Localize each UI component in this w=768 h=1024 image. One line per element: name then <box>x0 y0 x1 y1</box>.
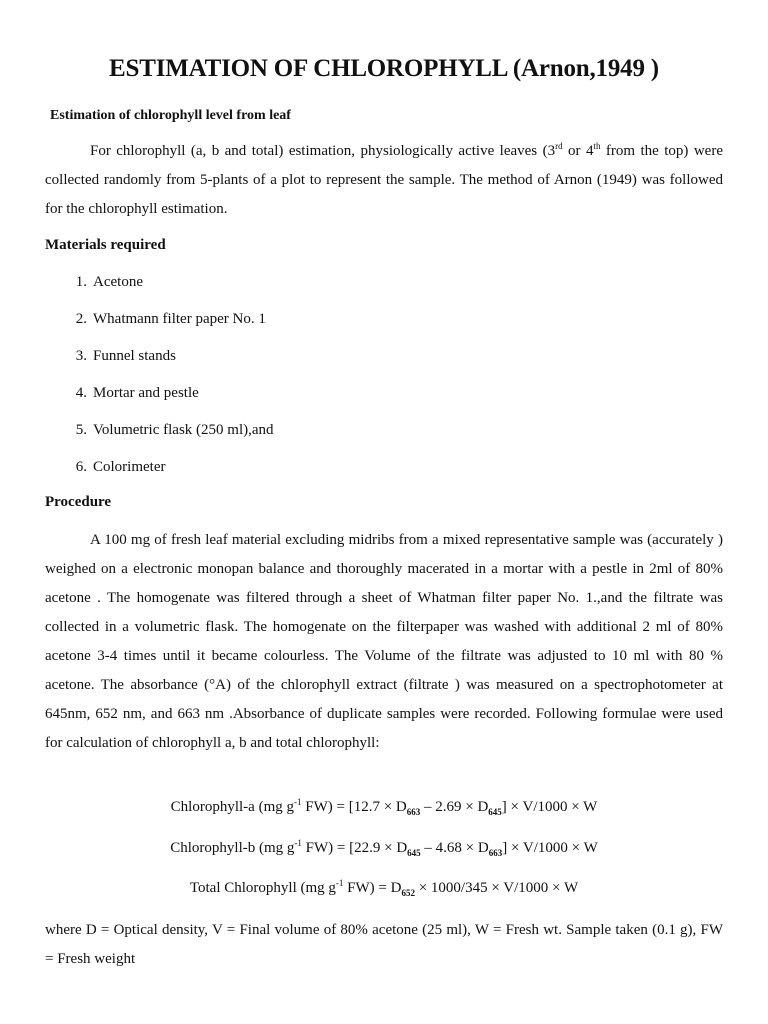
materials-list <box>45 270 274 492</box>
intro-text-2: or 4 <box>562 143 594 159</box>
formula-chlorophyll-b: Chlorophyll-b (mg $g^{-1}$ $FW) = [22.9 \times D_{645} - 4.68 \times D_{663}] \times V/1000 \times W$ <box>170 838 598 858</box>
intro-paragraph <box>45 137 723 224</box>
procedure-paragraph <box>45 526 723 758</box>
formula-chlorophyll-a: Chlorophyll-a (mg $g^{-1}$ $FW) = [12.7 \times D_{663} - 2.69 \times D_{645}] \times V/1000 \times W$ <box>170 797 598 817</box>
list-item: 1. Acetone <box>75 274 143 290</box>
intro-text-1: For chlorophyll (a, b and total) estimation, physiologically active leaves (3 <box>90 143 556 159</box>
footnote-paragraph: where D = Optical density, V = Final volume of 80% acetone (25 ml), W = Fresh wt. Sample taken (0.1 g), FW = Fresh weight <box>45 922 723 967</box>
intro-sup-2: th <box>593 141 601 151</box>
list-item: 2. Whatmann filter paper No. 1 <box>75 311 266 327</box>
document-title: ESTIMATION OF CHLOROPHYLL (Arnon,1949 ) <box>109 55 659 82</box>
list-item: 6. Colorimeter <box>75 459 166 475</box>
subheading: Estimation of chlorophyll level from leaf <box>50 108 291 123</box>
intro-sup-1: rd <box>555 141 563 151</box>
list-item: 5. Volumetric flask (250 ml),and <box>75 422 274 438</box>
procedure-text: A 100 mg of fresh leaf material excluding midribs from a mixed representative sample was (accurately ) weighed on a electronic monopan balance and thoroughly macerated in a mortar with a pestle in 2ml of 80% acetone . The homogenate was filtered through a sheet of Whatman filter paper No. 1.,and the filtrate was collected in a volumetric flask. The homogenate on the filterpaper was washed with additional 2 ml of 80% acetone 3-4 times until it became colourless. The Volume of the filtrate was adjusted to 10 ml with 80 % acetone. The absorbance (°A) of the chlorophyll extract (filtrate ) was measured on a spectrophotometer at 645nm, 652 nm, and 663 nm .Absorbance of duplicate samples were recorded. Following formulae were used for calculation of chlorophyll a, b and total chlorophyll: <box>45 532 723 751</box>
procedure-heading: Procedure <box>45 494 112 510</box>
list-item: 3. Funnel stands <box>75 348 176 364</box>
list-item: 4. Mortar and pestle <box>75 385 199 401</box>
intro-text-3: from the top) were collected randomly from 5-plants of a plot to represent the sample. The method of Arnon (1949) was followed for the chlorophyll estimation. <box>45 143 723 217</box>
formula-total-chlorophyll: Total Chlorophyll (mg $g^{-1}$ $FW) = D_{652} \times 1000/345 \times V/1000 \times W$ <box>189 878 579 898</box>
materials-heading: Materials required <box>45 237 166 253</box>
